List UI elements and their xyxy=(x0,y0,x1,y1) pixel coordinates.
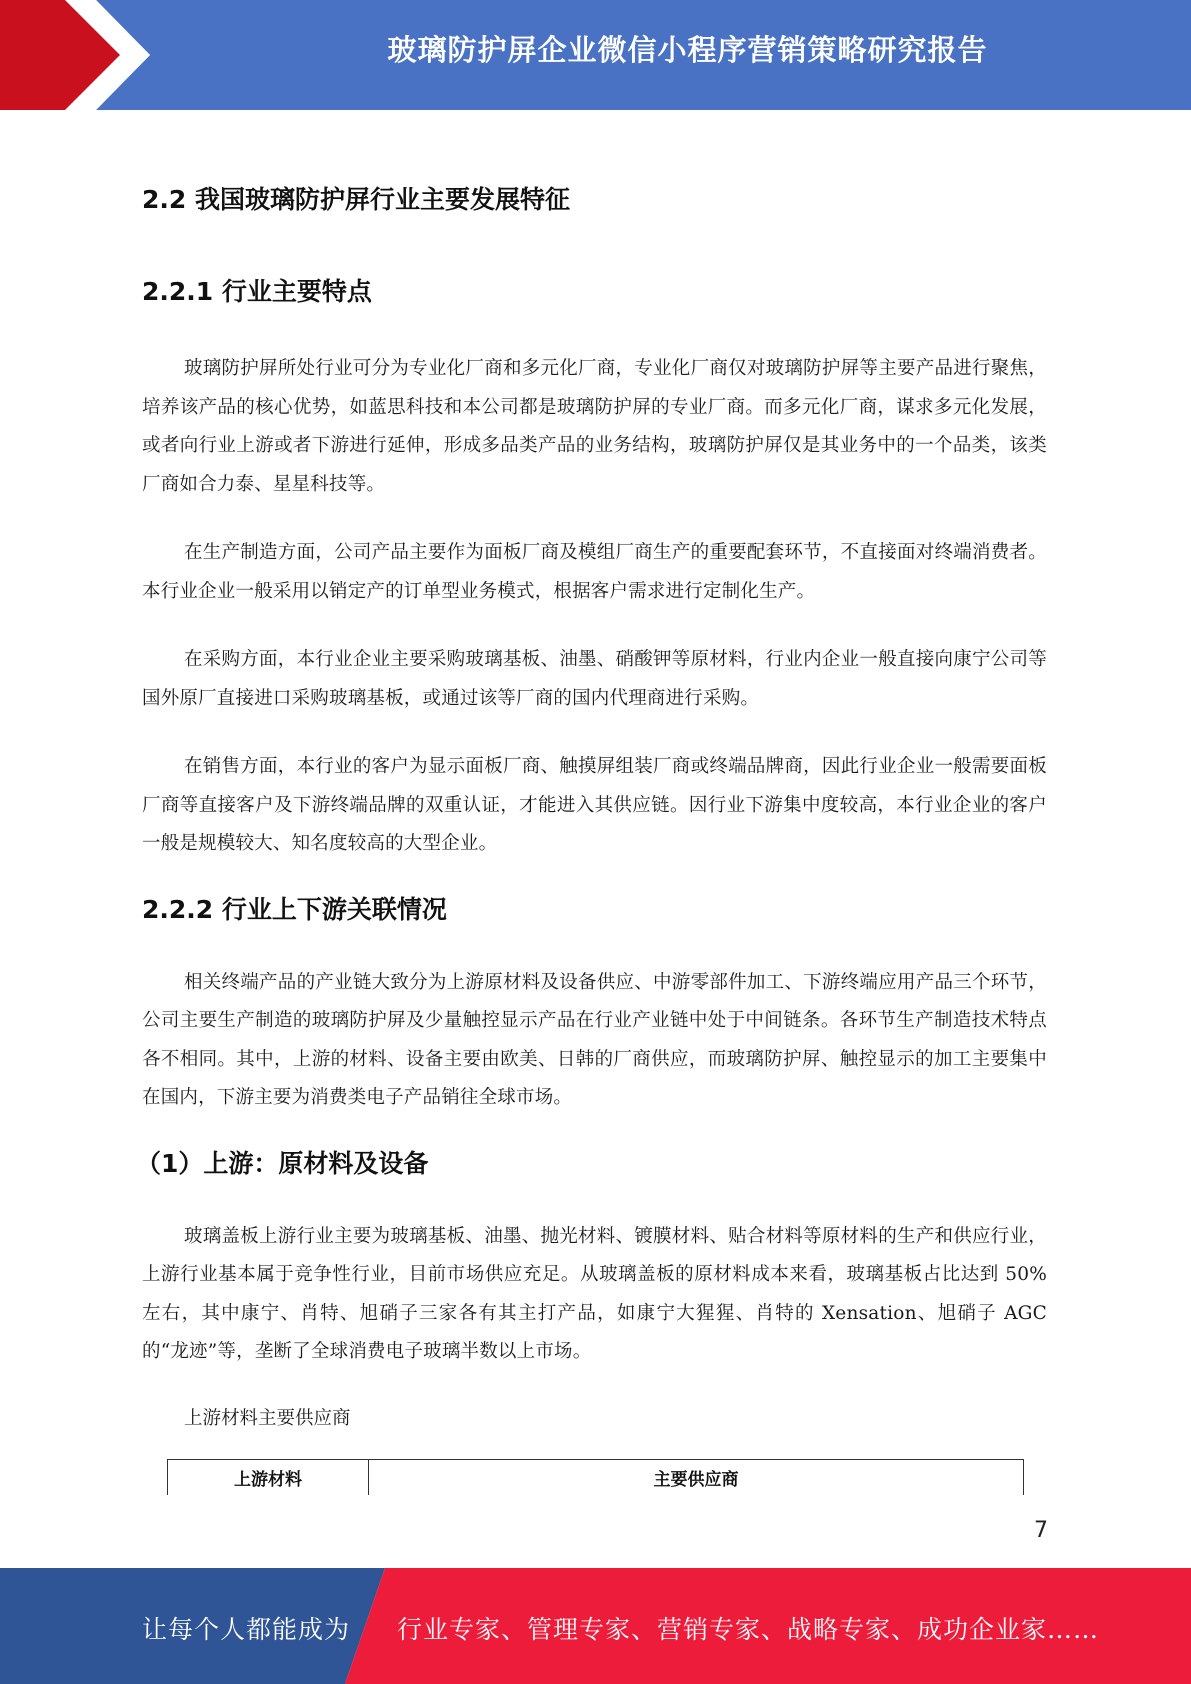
table-caption: 上游材料主要供应商 xyxy=(184,1407,351,1429)
section-heading: 2.2 我国玻璃防护屏行业主要发展特征 xyxy=(142,185,570,214)
table-header-supplier: 主要供应商 xyxy=(653,1470,739,1490)
paragraph: 相关终端产品的产业链大致分为上游原材料及设备供应、中游零部件加工、下游终端应用产品三个环节，公司主要生产制造的玻璃防护屏及少量触控显示产品在行业产业链中处于中间链条。各环节生产制造技术特点各不相同。其中，上游的材料、设备主要由欧美、日韩的厂商供应，而玻璃防护屏、触控显示的加工主要集中在国内，下游主要为消费类电子产品销往全球市场。 xyxy=(142,971,1047,1108)
page-number: 7 xyxy=(1034,1518,1048,1543)
paragraph: 在采购方面，本行业企业主要采购玻璃基板、油墨、硝酸钾等原材料，行业内企业一般直接向康宁公司等国外原厂直接进口采购玻璃基板，或通过该等厂商的国内代理商进行采购。 xyxy=(142,649,1047,709)
subsection-heading-upstream: （1）上游：原材料及设备 xyxy=(136,1148,429,1178)
paragraph: 玻璃盖板上游行业主要为玻璃基板、油墨、抛光材料、镀膜材料、贴合材料等原材料的生产和供应行业，上游行业基本属于竞争性行业，目前市场供应充足。从玻璃盖板的原材料成本来看，玻璃基板占比达到 50%左右，其中康宁、肖特、旭硝子三家各有其主打产品，如康宁大猩猩、肖特的 Xensation、旭硝子 AGC 的“龙迹”等，垄断了全球消费电子玻璃半数以上市场。 xyxy=(142,1225,1047,1362)
table-header-material: 上游材料 xyxy=(168,1460,369,1495)
paragraph: 玻璃防护屏所处行业可分为专业化厂商和多元化厂商，专业化厂商仅对玻璃防护屏等主要产品进行聚焦，培养该产品的核心优势，如蓝思科技和本公司都是玻璃防护屏的专业厂商。而多元化厂商，谋求多元化发展，或者向行业上游或者下游进行延伸，形成多品类产品的业务结构，玻璃防护屏仅是其业务中的一个品类，该类厂商如合力泰、星星科技等。 xyxy=(142,358,1047,495)
footer-slogan-left: 让每个人都能成为 xyxy=(142,1615,351,1644)
page-content xyxy=(136,180,1047,1430)
subsection-heading-features: 2.2.1 行业主要特点 xyxy=(142,277,372,306)
subsection-heading-chain: 2.2.2 行业上下游关联情况 xyxy=(142,894,447,924)
report-title: 玻璃防护屏企业微信小程序营销策略研究报告 xyxy=(387,33,988,67)
header-banner xyxy=(0,0,1191,110)
footer-banner xyxy=(0,1568,1191,1684)
paragraph: 在生产制造方面，公司产品主要作为面板厂商及模组厂商生产的重要配套环节，不直接面对终端消费者。本行业企业一般采用以销定产的订单型业务模式，根据客户需求进行定制化生产。 xyxy=(142,542,1047,602)
supplier-table xyxy=(167,1459,1024,1495)
paragraph: 在销售方面，本行业的客户为显示面板厂商、触摸屏组装厂商或终端品牌商，因此行业企业一般需要面板厂商等直接客户及下游终端品牌的双重认证，才能进入其供应链。因行业下游集中度较高，本行业企业的客户一般是规模较大、知名度较高的大型企业。 xyxy=(142,756,1047,854)
footer-slogan-right: 行业专家、管理专家、营销专家、战略专家、成功企业家…… xyxy=(397,1615,1100,1644)
